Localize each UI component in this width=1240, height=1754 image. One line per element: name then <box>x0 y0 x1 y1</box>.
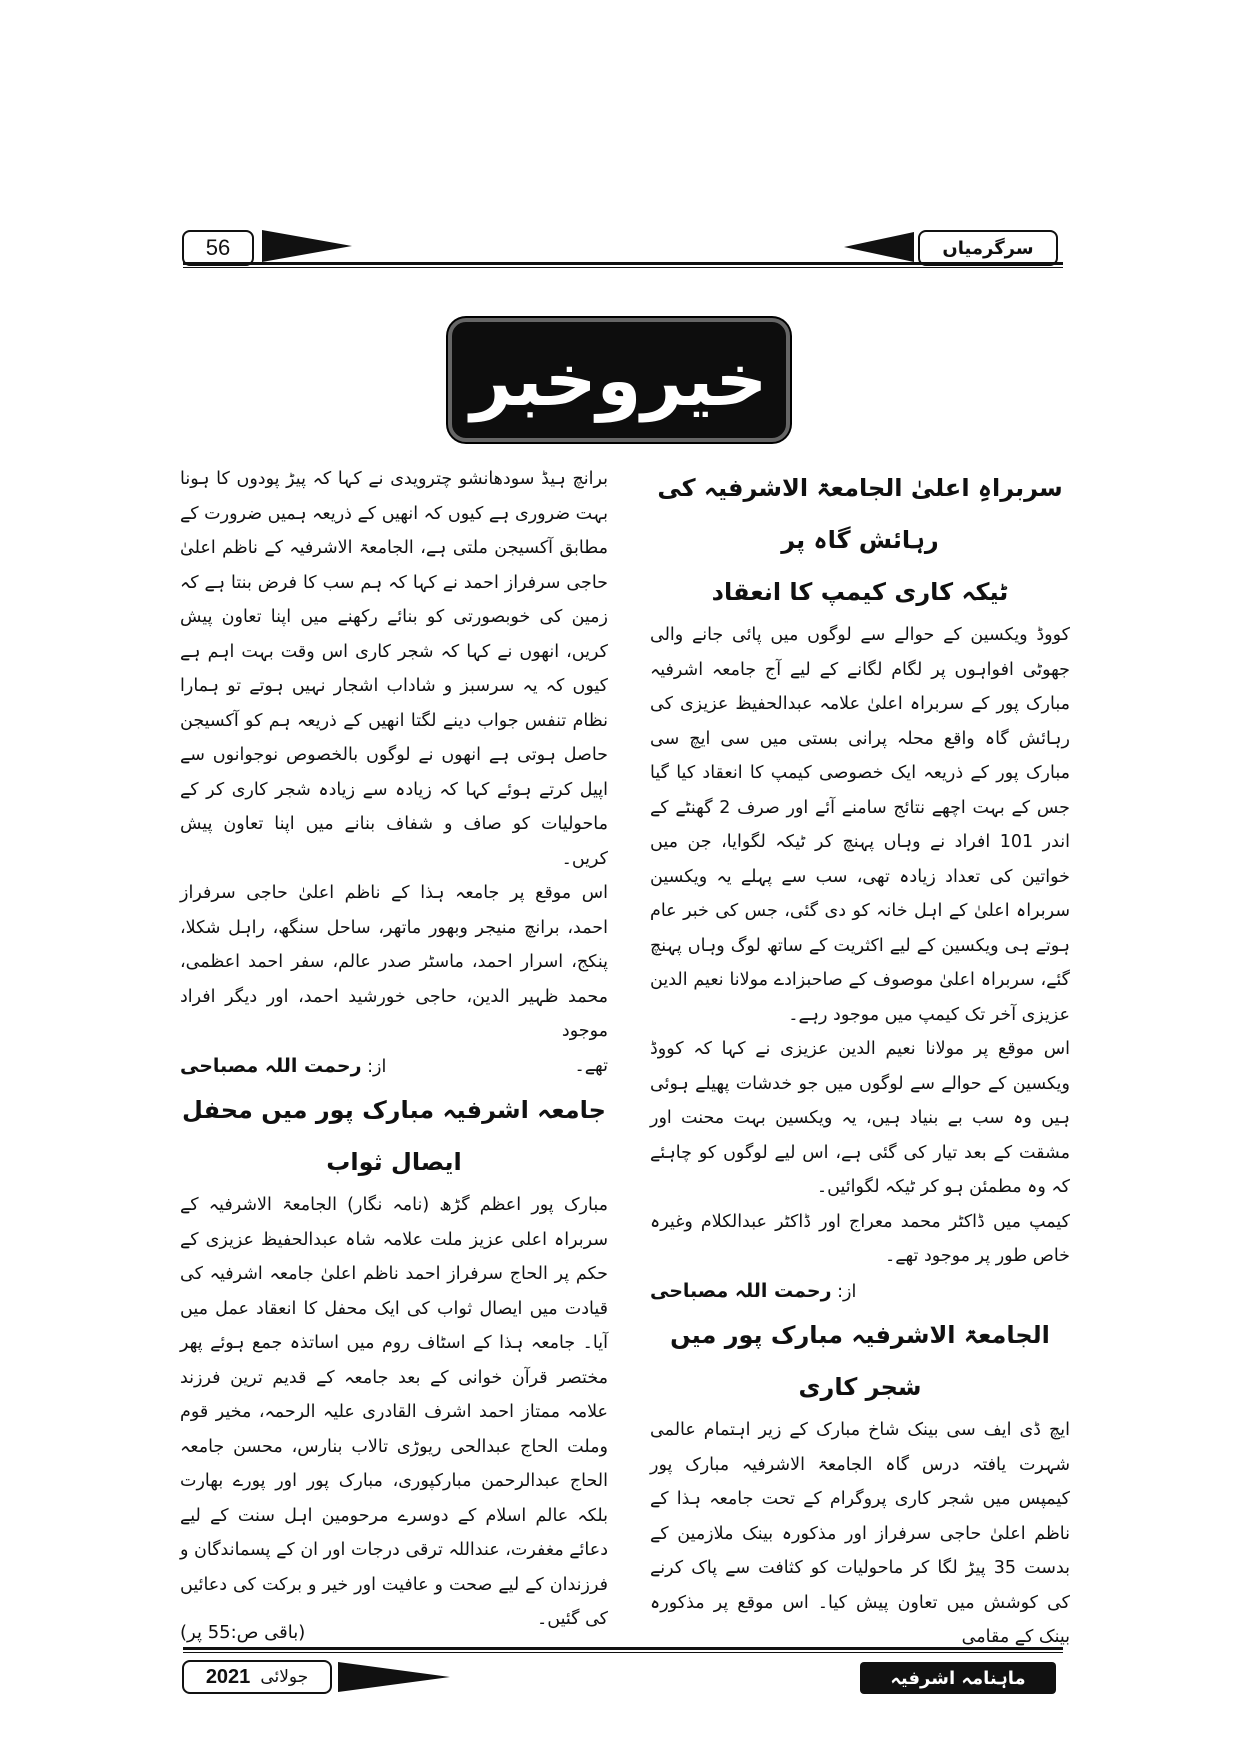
section-banner <box>448 318 790 442</box>
left-column <box>180 462 608 1637</box>
article1-closing: کیمپ میں ڈاکٹر محمد معراج اور ڈاکٹر عبدالکلام وغیرہ خاص طور پر موجود تھے۔ <box>650 1211 1070 1266</box>
byline-name: رحمت اللہ مصباحی <box>180 1054 362 1077</box>
footer-arrow <box>338 1662 450 1692</box>
article1-heading-line2: ٹیکہ کاری کیمپ کا انعقاد <box>711 578 1009 606</box>
issue-year: 2021 <box>205 1665 251 1688</box>
byline-name: رحمت اللہ مصباحی <box>650 1279 832 1302</box>
header-arrow-right <box>844 232 914 262</box>
byline-prefix: از: <box>837 1281 857 1302</box>
header-rule-thin <box>183 267 1063 268</box>
footer-rule <box>183 1647 1063 1650</box>
article2-continued-paragraph: برانچ ہیڈ سودھانشو چترویدی نے کہا کہ پیڑ پودوں کا ہونا بہت ضروری ہے کیوں کہ انھیں کے ذریعہ ہمیں ضرورت کے مطابق آکسیجن ملتی ہے، الجامعۃ الاشرفیہ کے ناظم اعلیٰ حاجی سرفراز احمد نے کہا کہ ہم سب کا فرض بنتا ہے کہ زمین کی خوبصورتی کو بنائے رکھنے میں اپنا تعاون پیش کریں، انھوں نے کہا کہ شجر کاری اس وقت بہت اہم ہے کیوں کہ یہ سرسبز و شاداب اشجار نہیں ہوتے تو ہمارا نظام تنفس جواب دینے لگتا انھیں کے ذریعہ ہم کو آکسیجن حاصل ہوتی ہے انھوں نے لوگوں بالخصوص نوجوانوں سے اپیل کرتے ہوئے کہا کہ زیادہ سے زیادہ شجر کاری کر کے ماحولیات کو صاف و شفاف بنانے میں اپنا تعاون پیش کریں۔ <box>180 469 608 869</box>
continued-note: (باقی ص:55 پر) <box>180 1622 306 1643</box>
article1-byline <box>650 1274 1070 1310</box>
section-label: سرگرمیاں <box>918 230 1058 266</box>
right-column <box>650 462 1070 1655</box>
article2-continued-paragraph: اس موقع پر جامعہ ہذا کے ناظم اعلیٰ حاجی سرفراز احمد، برانچ منیجر وبھور ماتھر، ساحل سنگھ، راہل شکلا، پنکج، اسرار احمد، ماسٹر صدر عالم، سفر احمد اعظمی، محمد ظہیر الدین، حاجی خورشید احمد، اور دیگر افراد موجود <box>180 883 608 1041</box>
article1-heading-line1: سربراہِ اعلیٰ الجامعۃ الاشرفیہ کی رہائش گاہ پر <box>657 474 1063 554</box>
article3-paragraph: مبارک پور اعظم گڑھ (نامہ نگار) الجامعۃ الاشرفیہ کے سربراہ اعلی عزیز ملت علامہ شاہ عبدالحفیظ عزیزی کے حکم پر الحاج سرفراز احمد ناظم اعلیٰ جامعہ اشرفیہ کی قیادت میں ایصال ثواب کی ایک محفل کا انعقاد عمل میں آیا۔ جامعہ ہذا کے اسٹاف روم میں اساتذہ جمع ہوئے پھر مختصر قرآن خوانی کے بعد جامعہ کے قدیم ترین فرزند علامہ ممتاز احمد اشرف القادری علیہ الرحمہ، مخیر قوم وملت الحاج عبدالحی ریوڑی تالاب بنارس، محسن جامعہ الحاج عبدالرحمن مبارکپوری، مبارک پور اور پورے بھارت بلکہ عالم اسلام کے دوسرے مرحومین اہل سنت کے لیے دعائے مغفرت، عنداللہ ترقی درجات اور ان کے پسماندگان و فرزندان کے لیے صحت و عافیت اور خیر و برکت کی دعائیں کی گئیں۔ <box>180 1195 608 1629</box>
header-arrow-left <box>262 230 352 262</box>
issue-date <box>182 1660 332 1694</box>
article2-byline <box>180 1049 608 1085</box>
header-rule <box>183 262 1063 265</box>
article1-paragraph: اس موقع پر مولانا نعیم الدین عزیزی نے کہا کہ کووڈ ویکسین کے حوالے سے لوگوں میں جو خدشات پھیلے ہوئی ہیں وہ سب بے بنیاد ہیں، یہ ویکسین بہت محنت اور مشقت کے بعد تیار کی گئی ہے، اس لیے لوگوں کو چاہئے کہ وہ مطمئن ہو کر ٹیکہ لگوائیں۔ <box>650 1039 1070 1197</box>
byline-prefix: از: <box>367 1056 387 1077</box>
article3-heading: جامعہ اشرفیہ مبارک پور میں محفل ایصال ثواب <box>182 1096 606 1176</box>
article1-paragraph: کووڈ ویکسین کے حوالے سے لوگوں میں پائی جانے والی جھوٹی افواہوں پر لگام لگانے کے لیے آج جامعہ اشرفیہ مبارک پور کے سربراہ اعلیٰ علامہ عبدالحفیظ عزیزی کی رہائش گاہ واقع محلہ پرانی بستی میں سی ایچ سی مبارک پور کے ذریعہ ایک خصوصی کیمپ کا انعقاد کیا گیا جس کے بہت اچھے نتائج سامنے آئے اور صرف 2 گھنٹے کے اندر 101 افراد نے وہاں پہنچ کر ٹیکہ لگوایا، جن میں خواتین کی تعداد زیادہ تھی، سب سے پہلے یہ ویکسین سربراہ اعلیٰ کے اہل خانہ کو دی گئی، جس کی خبر عام ہوتے ہی ویکسین کے لیے اکثریت کے ساتھ لوگ وہاں پہنچ گئے، سربراہ اعلیٰ موصوف کے صاحبزادے مولانا نعیم الدین عزیزی آخر تک کیمپ میں موجود رہے۔ <box>650 625 1070 1025</box>
banner-title: خیروخبر <box>470 338 768 422</box>
issue-month: جولائی <box>260 1667 309 1687</box>
magazine-name: ماہنامہ اشرفیہ <box>860 1662 1056 1694</box>
article2-paragraph: ایچ ڈی ایف سی بینک شاخ مبارک کے زیر اہتمام عالمی شہرت یافتہ درس گاہ الجامعۃ الاشرفیہ مبارک پور کیمپس میں شجر کاری پروگرام کے تحت جامعہ ہذا کے ناظم اعلیٰ حاجی سرفراز اور مذکورہ بینک ملازمین کے بدست 35 پیڑ لگا کر ماحولیات کو کثافت سے پاک کرنے کی کوشش میں تعاون پیش کیا۔ اس موقع پر مذکورہ بینک کے مقامی <box>650 1420 1070 1647</box>
article2-closing: تھے۔ <box>574 1055 608 1076</box>
page-number: 56 <box>182 230 254 266</box>
footer-rule-thin <box>183 1652 1063 1653</box>
article2-heading: الجامعۃ الاشرفیہ مبارک پور میں شجر کاری <box>670 1321 1050 1401</box>
